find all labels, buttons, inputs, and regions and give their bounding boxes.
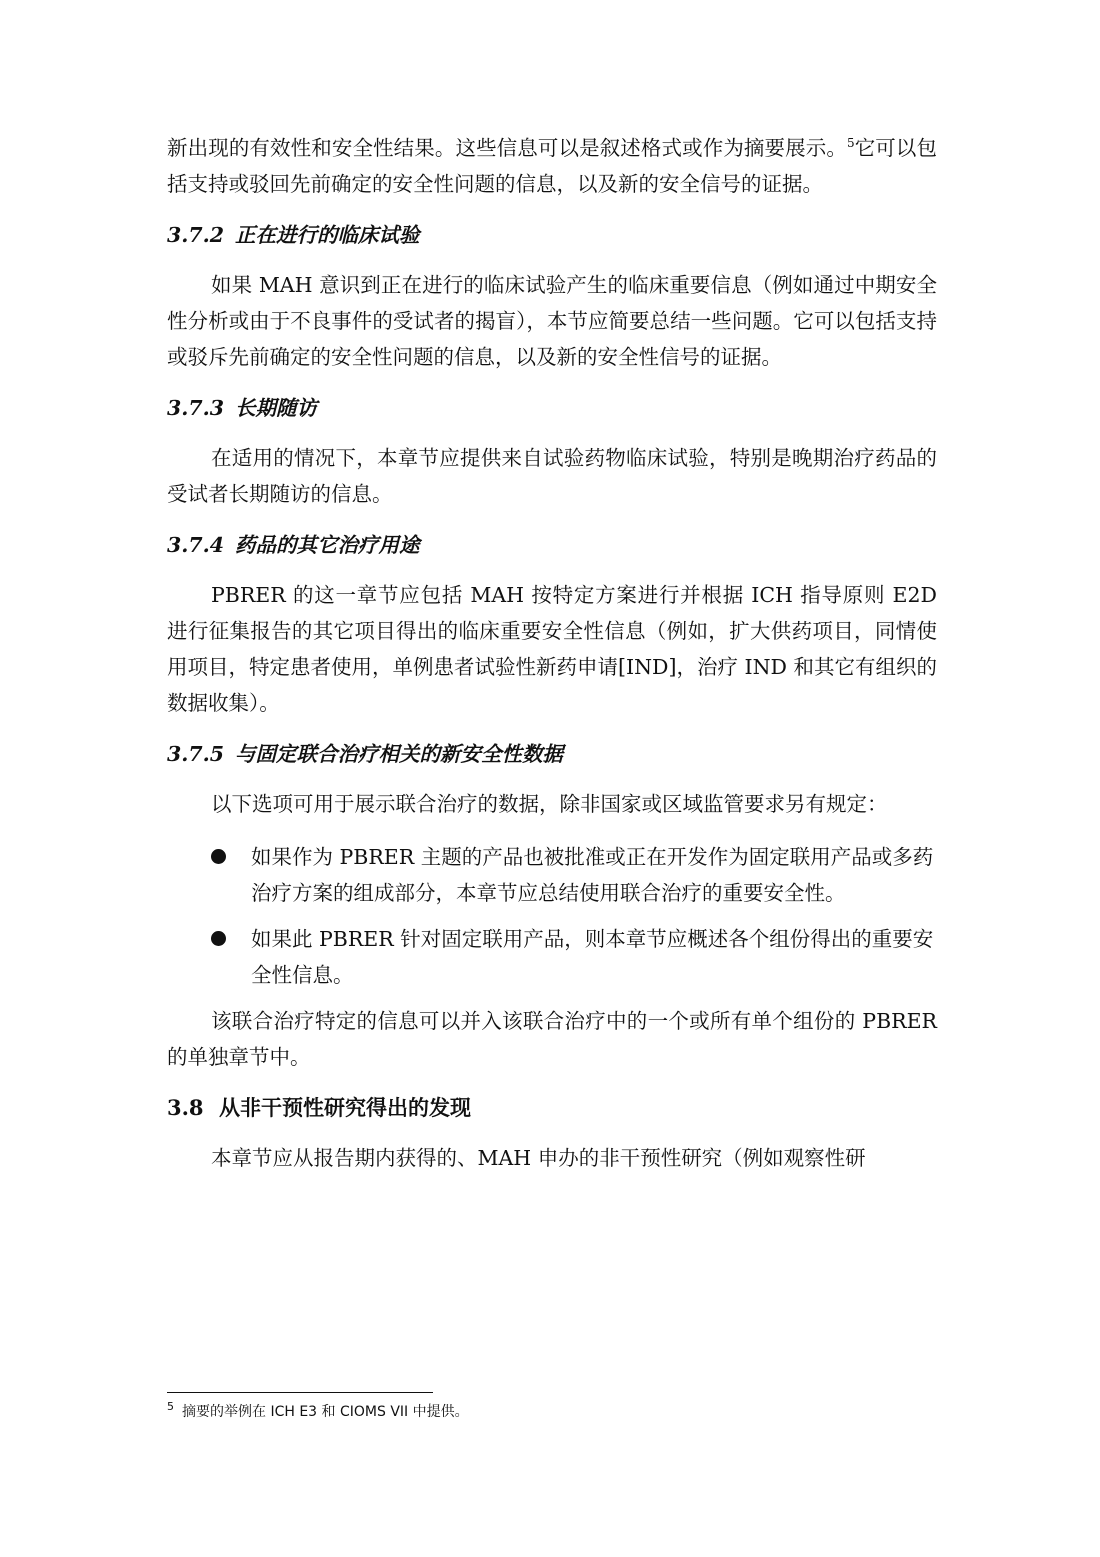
list-item-text: 如果作为 PBRER 主题的产品也被批准或正在开发作为固定联用产品或多药治疗方案的组成部分，本章节应总结使用联合治疗的重要安全性。: [251, 845, 934, 905]
paragraph-3-8: 本章节应从报告期内获得的、MAH 申办的非干预性研究（例如观察性研: [211, 1146, 866, 1170]
heading-3-7-5: [167, 739, 937, 769]
intro-text-continued: 它可以包括支持或驳回先前确定的安全性问题的信息，以及新的安全信号的证据。: [167, 136, 938, 196]
heading-3-7-4: [167, 530, 937, 560]
list-item: [167, 921, 937, 993]
bullet-dot-icon: [211, 849, 226, 864]
section-number: 3.8: [167, 1095, 204, 1120]
footnote-divider: [167, 1392, 433, 1393]
document-page: [167, 130, 937, 1176]
section-number: 3.7.5: [167, 742, 225, 766]
footnote: [167, 1401, 469, 1423]
section-title: 从非干预性研究得出的发现: [219, 1095, 471, 1120]
section-title: 长期随访: [235, 396, 317, 420]
list-item: [167, 839, 937, 911]
list-item-text: 如果此 PBRER 针对固定联用产品，则本章节应概述各个组份得出的重要安全性信息。: [251, 927, 934, 987]
heading-3-7-2: [167, 220, 937, 250]
footnote-reference[interactable]: 5: [846, 136, 855, 151]
intro-text: 新出现的有效性和安全性结果。这些信息可以是叙述格式或作为摘要展示。: [167, 136, 847, 160]
heading-3-8: [167, 1093, 937, 1123]
paragraph-3-7-4: PBRER 的这一章节应包括 MAH 按特定方案进行并根据 ICH 指导原则 E2D 进行征集报告的其它项目得出的临床重要安全性信息（例如，扩大供药项目，同情使用项目，特定患者使用，单例患者试验性新药申请[IND]，治疗 IND 和其它有组织的数据收集）。: [167, 583, 937, 715]
bullet-dot-icon: [211, 931, 226, 946]
section-title: 正在进行的临床试验: [235, 223, 420, 247]
paragraph-3-7-5: 以下选项可用于展示联合治疗的数据，除非国家或区域监管要求另有规定：: [211, 792, 888, 816]
footnote-mark: 5: [167, 1400, 174, 1414]
intro-paragraph: [167, 130, 937, 202]
paragraph-3-7-3: 在适用的情况下，本章节应提供来自试验药物临床试验，特别是晚期治疗药品的受试者长期随访的信息。: [167, 446, 937, 506]
bullet-list: [167, 839, 937, 993]
footnote-text: 摘要的举例在 ICH E3 和 CIOMS VII 中提供。: [182, 1404, 469, 1420]
section-number: 3.7.3: [167, 396, 225, 420]
section-number: 3.7.2: [167, 223, 225, 247]
paragraph-3-7-5-combination: 该联合治疗特定的信息可以并入该联合治疗中的一个或所有单个组份的 PBRER 的单独章节中。: [167, 1009, 937, 1069]
section-number: 3.7.4: [167, 533, 225, 557]
section-title: 药品的其它治疗用途: [235, 533, 420, 557]
paragraph-3-7-2: 如果 MAH 意识到正在进行的临床试验产生的临床重要信息（例如通过中期安全性分析或由于不良事件的受试者的揭盲），本节应简要总结一些问题。它可以包括支持或驳斥先前确定的安全性问题的信息，以及新的安全性信号的证据。: [167, 273, 937, 369]
heading-3-7-3: [167, 393, 937, 423]
section-title: 与固定联合治疗相关的新安全性数据: [235, 742, 563, 766]
